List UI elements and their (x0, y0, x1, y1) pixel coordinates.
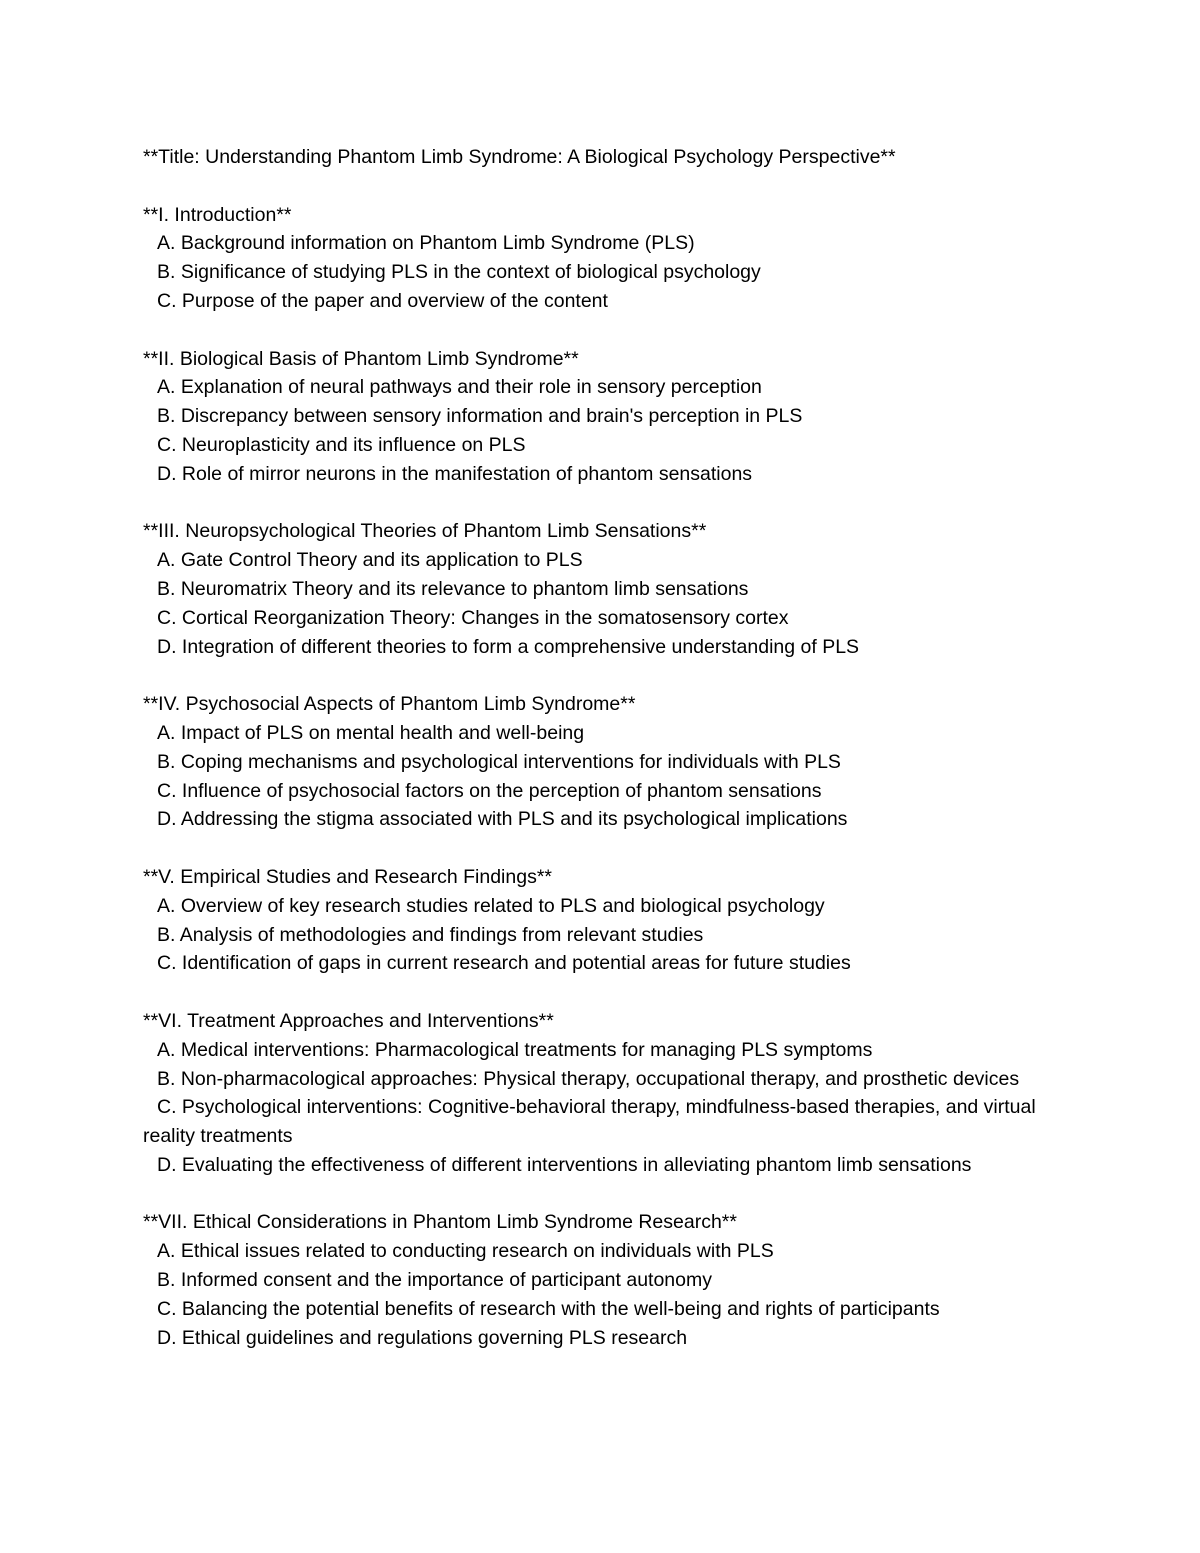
section-heading: **IV. Psychosocial Aspects of Phantom Limb Syndrome** (143, 693, 636, 716)
spacer (143, 978, 1043, 1007)
outline-item: B. Non-pharmacological approaches: Physical therapy, occupational therapy, and prosthetic devices (157, 1067, 1020, 1090)
document-body (143, 143, 1043, 1352)
outline-item: D. Role of mirror neurons in the manifestation of phantom sensations (157, 462, 753, 485)
section-heading: **II. Biological Basis of Phantom Limb Syndrome** (143, 347, 579, 370)
spacer (143, 316, 1043, 345)
outline-item: D. Integration of different theories to form a comprehensive understanding of PLS (157, 635, 860, 658)
outline-item: B. Analysis of methodologies and findings from relevant studies (157, 923, 704, 946)
spacer (143, 661, 1043, 690)
outline-item: D. Evaluating the effectiveness of different interventions in alleviating phantom limb sensations (157, 1153, 972, 1176)
outline-item: C. Psychological interventions: Cognitive-behavioral therapy, mindfulness-based therapies, and virtual reality treatments (143, 1096, 1036, 1148)
outline-section-3 (143, 517, 1043, 661)
outline-item: C. Influence of psychosocial factors on the perception of phantom sensations (157, 779, 822, 802)
outline-item: C. Identification of gaps in current research and potential areas for future studies (157, 952, 851, 975)
outline-item: A. Explanation of neural pathways and their role in sensory perception (157, 376, 762, 399)
outline-item: A. Medical interventions: Pharmacological treatments for managing PLS symptoms (157, 1038, 873, 1061)
outline-item: B. Informed consent and the importance of participant autonomy (157, 1269, 712, 1292)
outline-section-4 (143, 690, 1043, 834)
section-heading: **VI. Treatment Approaches and Interventions** (143, 1009, 554, 1032)
section-heading: **V. Empirical Studies and Research Findings** (143, 865, 552, 888)
outline-item: D. Addressing the stigma associated with PLS and its psychological implications (157, 808, 848, 831)
section-heading: **VII. Ethical Considerations in Phantom Limb Syndrome Research** (143, 1211, 737, 1234)
outline-section-1 (143, 201, 1043, 316)
outline-section-6 (143, 1007, 1043, 1180)
outline-item: A. Overview of key research studies related to PLS and biological psychology (157, 894, 825, 917)
outline-item: A. Gate Control Theory and its application to PLS (157, 549, 583, 572)
outline-item: A. Impact of PLS on mental health and well-being (157, 721, 585, 744)
outline-item: B. Coping mechanisms and psychological interventions for individuals with PLS (157, 750, 841, 773)
outline-item: A. Background information on Phantom Limb Syndrome (PLS) (157, 232, 695, 255)
outline-item: D. Ethical guidelines and regulations governing PLS research (157, 1326, 688, 1349)
outline-section-7 (143, 1208, 1043, 1352)
outline-section-2 (143, 345, 1043, 489)
outline-item: B. Neuromatrix Theory and its relevance to phantom limb sensations (157, 577, 749, 600)
outline-section-5 (143, 863, 1043, 978)
spacer (143, 489, 1043, 518)
outline-item: A. Ethical issues related to conducting research on individuals with PLS (157, 1240, 774, 1263)
document-title: **Title: Understanding Phantom Limb Syndrome: A Biological Psychology Perspective** (143, 146, 896, 168)
outline-item: C. Balancing the potential benefits of research with the well-being and rights of participants (157, 1297, 940, 1320)
outline-item: B. Discrepancy between sensory information and brain's perception in PLS (157, 405, 803, 428)
outline-item: B. Significance of studying PLS in the context of biological psychology (157, 261, 761, 284)
outline-item: C. Neuroplasticity and its influence on PLS (157, 433, 526, 456)
spacer (143, 1180, 1043, 1209)
outline-item: C. Purpose of the paper and overview of the content (157, 289, 608, 312)
section-heading: **III. Neuropsychological Theories of Phantom Limb Sensations** (143, 520, 707, 543)
outline-item: C. Cortical Reorganization Theory: Changes in the somatosensory cortex (157, 606, 789, 629)
spacer (143, 172, 1043, 201)
spacer (143, 834, 1043, 863)
section-heading: **I. Introduction** (143, 203, 292, 226)
